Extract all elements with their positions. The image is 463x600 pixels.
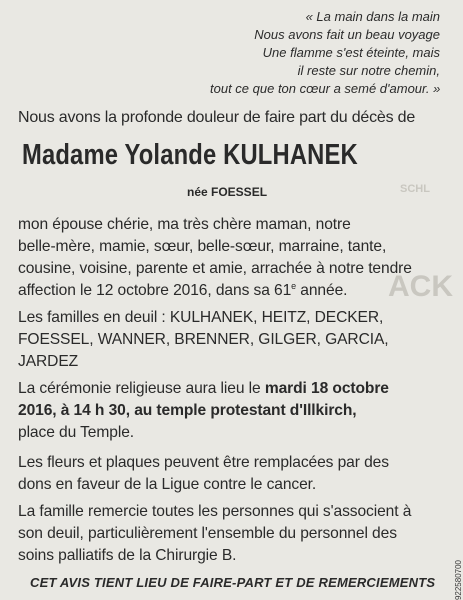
thanks-line: son deuil, particulièrement l'ensemble du personnel des: [18, 525, 397, 542]
thanks-line: soins palliatifs de la Chirurgie B.: [18, 547, 237, 564]
ceremony-date: mardi 18 octobre: [264, 380, 389, 397]
thanks-line: La famille remercie toutes les personnes qui s'associent à: [18, 503, 412, 520]
footer-notice: CET AVIS TIENT LIEU DE FAIRE-PART ET DE REMERCIEMENTS: [30, 575, 436, 590]
description-line: cousine, voisine, parente et amie, arrachée à notre tendre: [18, 260, 412, 277]
poem-line: « La main dans la main: [305, 9, 440, 24]
deceased-name: Madame Yolande KULHANEK: [22, 139, 358, 171]
description-text: année.: [296, 282, 348, 299]
ceremony-paragraph: [18, 378, 389, 444]
ceremony-line: [18, 400, 389, 422]
maiden-name: née FOESSEL: [187, 185, 268, 199]
ceremony-line: place du Temple.: [18, 424, 135, 441]
flowers-line: dons en faveur de la Ligue contre le cancer.: [18, 476, 317, 493]
poem-line: tout ce que ton cœur a semé d'amour. »: [210, 81, 441, 96]
intro-text: Nous avons la profonde douleur de faire part du décès de: [18, 109, 416, 126]
description-line: belle-mère, mamie, sœur, belle-sœur, marraine, tante,: [18, 238, 387, 255]
ceremony-text: La cérémonie religieuse aura lieu le: [18, 380, 265, 397]
poem-line: Nous avons fait un beau voyage: [254, 27, 440, 42]
flowers-paragraph: [18, 452, 389, 496]
poem-quote: [210, 8, 440, 98]
description-text: affection le 12 octobre 2016, dans sa 61: [18, 282, 292, 299]
families-line: Les familles en deuil : KULHANEK, HEITZ, DECKER,: [18, 309, 384, 326]
description-line: mon épouse chérie, ma très chère maman, notre: [18, 216, 351, 233]
ceremony-line: [18, 378, 389, 400]
description-paragraph: [18, 214, 412, 302]
description-line: [18, 280, 412, 302]
families-line: JARDEZ: [18, 353, 79, 370]
poem-line: Une flamme s'est éteinte, mais: [262, 45, 440, 60]
ceremony-details: 2016, à 14 h 30, au temple protestant d'Illkirch,: [18, 402, 357, 419]
families-line: FOESSEL, WANNER, BRENNER, GILGER, GARCIA,: [18, 331, 389, 348]
poem-line: il reste sur notre chemin,: [297, 63, 440, 78]
bleed-through-text: ACK: [388, 270, 453, 303]
ordinal-suffix: e: [291, 280, 297, 291]
families-paragraph: [18, 307, 389, 373]
thanks-paragraph: [18, 501, 411, 567]
bleed-through-text: SCHL: [400, 183, 430, 195]
flowers-line: Les fleurs et plaques peuvent être remplacées par des: [18, 454, 389, 471]
reference-number: 922580700: [454, 560, 463, 600]
